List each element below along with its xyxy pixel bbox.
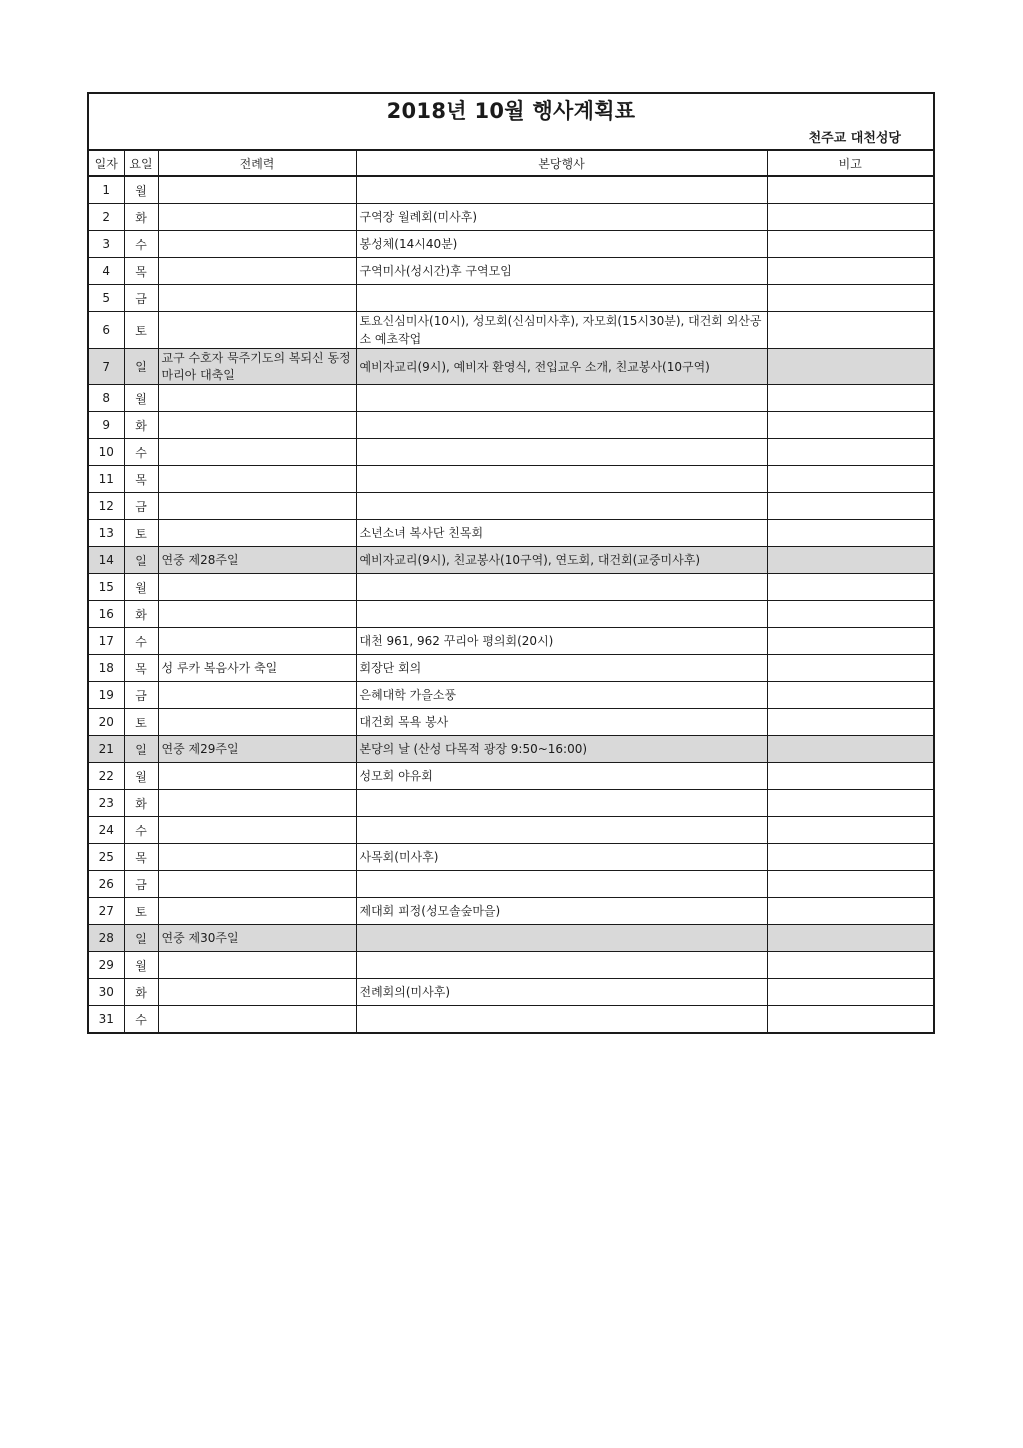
day-cell: 18: [89, 655, 124, 682]
day-cell: 17: [89, 628, 124, 655]
notes-cell: [767, 844, 933, 871]
liturgy-cell: [158, 628, 356, 655]
notes-cell: [767, 871, 933, 898]
day-cell: 28: [89, 925, 124, 952]
table-row: [89, 844, 933, 871]
weekday-cell: 토: [124, 312, 158, 349]
notes-cell: [767, 628, 933, 655]
header-notes: 비고: [767, 151, 933, 177]
notes-cell: [767, 547, 933, 574]
events-cell: [356, 952, 767, 979]
day-cell: 22: [89, 763, 124, 790]
day-cell: 20: [89, 709, 124, 736]
table-row: [89, 709, 933, 736]
weekday-cell: 목: [124, 844, 158, 871]
weekday-cell: 수: [124, 817, 158, 844]
events-cell: [356, 601, 767, 628]
events-cell: [356, 412, 767, 439]
notes-cell: [767, 682, 933, 709]
notes-cell: [767, 520, 933, 547]
table-row: [89, 176, 933, 204]
notes-cell: [767, 412, 933, 439]
events-cell: [356, 925, 767, 952]
weekday-cell: 금: [124, 285, 158, 312]
events-cell: 토요신심미사(10시), 성모회(신심미사후), 자모회(15시30분), 대건회 외산공소 예초작업: [356, 312, 767, 349]
day-cell: 2: [89, 204, 124, 231]
table-row: [89, 628, 933, 655]
events-cell: [356, 574, 767, 601]
day-cell: 6: [89, 312, 124, 349]
liturgy-cell: [158, 520, 356, 547]
events-cell: [356, 817, 767, 844]
events-cell: [356, 176, 767, 204]
schedule-table: [89, 150, 933, 1032]
liturgy-cell: [158, 871, 356, 898]
weekday-cell: 월: [124, 574, 158, 601]
liturgy-cell: [158, 709, 356, 736]
liturgy-cell: 교구 수호자 묵주기도의 복되신 동정 마리아 대축일: [158, 349, 356, 385]
notes-cell: [767, 574, 933, 601]
notes-cell: [767, 817, 933, 844]
document-title: 2018년 10월 행사계획표: [386, 99, 636, 123]
weekday-cell: 수: [124, 628, 158, 655]
day-cell: 27: [89, 898, 124, 925]
events-cell: 사목회(미사후): [356, 844, 767, 871]
day-cell: 7: [89, 349, 124, 385]
table-row: [89, 682, 933, 709]
liturgy-cell: [158, 493, 356, 520]
events-cell: [356, 871, 767, 898]
events-cell: 본당의 날 (산성 다목적 광장 9:50~16:00): [356, 736, 767, 763]
weekday-cell: 화: [124, 979, 158, 1006]
header-weekday: 요일: [124, 151, 158, 177]
organization-name: 천주교 대천성당: [808, 131, 901, 146]
liturgy-cell: [158, 466, 356, 493]
table-row: [89, 466, 933, 493]
table-row: [89, 385, 933, 412]
header-events: 본당행사: [356, 151, 767, 177]
weekday-cell: 일: [124, 547, 158, 574]
weekday-cell: 수: [124, 439, 158, 466]
weekday-cell: 화: [124, 204, 158, 231]
events-cell: [356, 493, 767, 520]
notes-cell: [767, 898, 933, 925]
day-cell: 4: [89, 258, 124, 285]
table-row: [89, 790, 933, 817]
weekday-cell: 수: [124, 1006, 158, 1033]
table-row: [89, 204, 933, 231]
title-block: [89, 94, 933, 150]
liturgy-cell: [158, 574, 356, 601]
table-row: [89, 312, 933, 349]
day-cell: 11: [89, 466, 124, 493]
notes-cell: [767, 952, 933, 979]
table-row: [89, 258, 933, 285]
notes-cell: [767, 258, 933, 285]
day-cell: 14: [89, 547, 124, 574]
liturgy-cell: [158, 790, 356, 817]
liturgy-cell: [158, 682, 356, 709]
liturgy-cell: [158, 898, 356, 925]
events-cell: 소년소녀 복사단 친목회: [356, 520, 767, 547]
events-cell: 봉성체(14시40분): [356, 231, 767, 258]
liturgy-cell: 연중 제29주일: [158, 736, 356, 763]
weekday-cell: 일: [124, 925, 158, 952]
day-cell: 24: [89, 817, 124, 844]
liturgy-cell: [158, 952, 356, 979]
weekday-cell: 금: [124, 871, 158, 898]
notes-cell: [767, 1006, 933, 1033]
weekday-cell: 화: [124, 601, 158, 628]
weekday-cell: 월: [124, 763, 158, 790]
table-header-row: [89, 151, 933, 177]
header-liturgy: 전례력: [158, 151, 356, 177]
notes-cell: [767, 231, 933, 258]
weekday-cell: 목: [124, 655, 158, 682]
day-cell: 30: [89, 979, 124, 1006]
liturgy-cell: 성 루카 복음사가 축일: [158, 655, 356, 682]
day-cell: 19: [89, 682, 124, 709]
notes-cell: [767, 736, 933, 763]
day-cell: 25: [89, 844, 124, 871]
day-cell: 15: [89, 574, 124, 601]
liturgy-cell: [158, 231, 356, 258]
events-cell: [356, 790, 767, 817]
events-cell: [356, 285, 767, 312]
notes-cell: [767, 493, 933, 520]
table-row: [89, 601, 933, 628]
day-cell: 5: [89, 285, 124, 312]
liturgy-cell: [158, 385, 356, 412]
day-cell: 12: [89, 493, 124, 520]
notes-cell: [767, 385, 933, 412]
weekday-cell: 토: [124, 898, 158, 925]
day-cell: 16: [89, 601, 124, 628]
table-row: [89, 979, 933, 1006]
liturgy-cell: 연중 제28주일: [158, 547, 356, 574]
table-row: [89, 231, 933, 258]
table-row: [89, 763, 933, 790]
table-row: [89, 952, 933, 979]
table-row: [89, 871, 933, 898]
liturgy-cell: 연중 제30주일: [158, 925, 356, 952]
notes-cell: [767, 925, 933, 952]
events-cell: 전례회의(미사후): [356, 979, 767, 1006]
notes-cell: [767, 763, 933, 790]
events-cell: 구역미사(성시간)후 구역모임: [356, 258, 767, 285]
table-row: [89, 349, 933, 385]
day-cell: 26: [89, 871, 124, 898]
notes-cell: [767, 601, 933, 628]
notes-cell: [767, 285, 933, 312]
events-cell: 제대회 피정(성모솔숲마을): [356, 898, 767, 925]
day-cell: 1: [89, 176, 124, 204]
liturgy-cell: [158, 1006, 356, 1033]
day-cell: 23: [89, 790, 124, 817]
weekday-cell: 목: [124, 466, 158, 493]
notes-cell: [767, 349, 933, 385]
table-row: [89, 817, 933, 844]
notes-cell: [767, 312, 933, 349]
liturgy-cell: [158, 979, 356, 1006]
liturgy-cell: [158, 204, 356, 231]
events-cell: 대천 961, 962 꾸리아 평의회(20시): [356, 628, 767, 655]
notes-cell: [767, 176, 933, 204]
notes-cell: [767, 790, 933, 817]
table-row: [89, 574, 933, 601]
day-cell: 29: [89, 952, 124, 979]
liturgy-cell: [158, 312, 356, 349]
day-cell: 21: [89, 736, 124, 763]
events-cell: 대건회 목욕 봉사: [356, 709, 767, 736]
notes-cell: [767, 709, 933, 736]
weekday-cell: 금: [124, 493, 158, 520]
notes-cell: [767, 439, 933, 466]
liturgy-cell: [158, 763, 356, 790]
liturgy-cell: [158, 258, 356, 285]
table-row: [89, 898, 933, 925]
day-cell: 31: [89, 1006, 124, 1033]
events-cell: [356, 385, 767, 412]
events-cell: 구역장 월례회(미사후): [356, 204, 767, 231]
header-day: 일자: [89, 151, 124, 177]
table-row: [89, 925, 933, 952]
day-cell: 9: [89, 412, 124, 439]
notes-cell: [767, 466, 933, 493]
weekday-cell: 화: [124, 790, 158, 817]
notes-cell: [767, 655, 933, 682]
liturgy-cell: [158, 439, 356, 466]
weekday-cell: 금: [124, 682, 158, 709]
liturgy-cell: [158, 601, 356, 628]
weekday-cell: 월: [124, 176, 158, 204]
table-body: [89, 176, 933, 1032]
notes-cell: [767, 979, 933, 1006]
events-cell: [356, 1006, 767, 1033]
table-row: [89, 520, 933, 547]
weekday-cell: 목: [124, 258, 158, 285]
events-cell: 예비자교리(9시), 예비자 환영식, 전입교우 소개, 친교봉사(10구역): [356, 349, 767, 385]
table-row: [89, 736, 933, 763]
events-cell: 은혜대학 가을소풍: [356, 682, 767, 709]
events-cell: [356, 466, 767, 493]
liturgy-cell: [158, 817, 356, 844]
day-cell: 8: [89, 385, 124, 412]
notes-cell: [767, 204, 933, 231]
events-cell: [356, 439, 767, 466]
weekday-cell: 일: [124, 736, 158, 763]
table-row: [89, 412, 933, 439]
table-row: [89, 547, 933, 574]
weekday-cell: 토: [124, 709, 158, 736]
table-row: [89, 493, 933, 520]
schedule-sheet: [87, 92, 935, 1034]
events-cell: 회장단 회의: [356, 655, 767, 682]
events-cell: 성모회 야유회: [356, 763, 767, 790]
table-row: [89, 655, 933, 682]
weekday-cell: 일: [124, 349, 158, 385]
day-cell: 13: [89, 520, 124, 547]
table-row: [89, 285, 933, 312]
weekday-cell: 토: [124, 520, 158, 547]
weekday-cell: 월: [124, 385, 158, 412]
liturgy-cell: [158, 285, 356, 312]
day-cell: 3: [89, 231, 124, 258]
liturgy-cell: [158, 412, 356, 439]
day-cell: 10: [89, 439, 124, 466]
weekday-cell: 월: [124, 952, 158, 979]
events-cell: 예비자교리(9시), 친교봉사(10구역), 연도회, 대건회(교중미사후): [356, 547, 767, 574]
liturgy-cell: [158, 176, 356, 204]
table-row: [89, 1006, 933, 1033]
weekday-cell: 화: [124, 412, 158, 439]
liturgy-cell: [158, 844, 356, 871]
table-row: [89, 439, 933, 466]
weekday-cell: 수: [124, 231, 158, 258]
